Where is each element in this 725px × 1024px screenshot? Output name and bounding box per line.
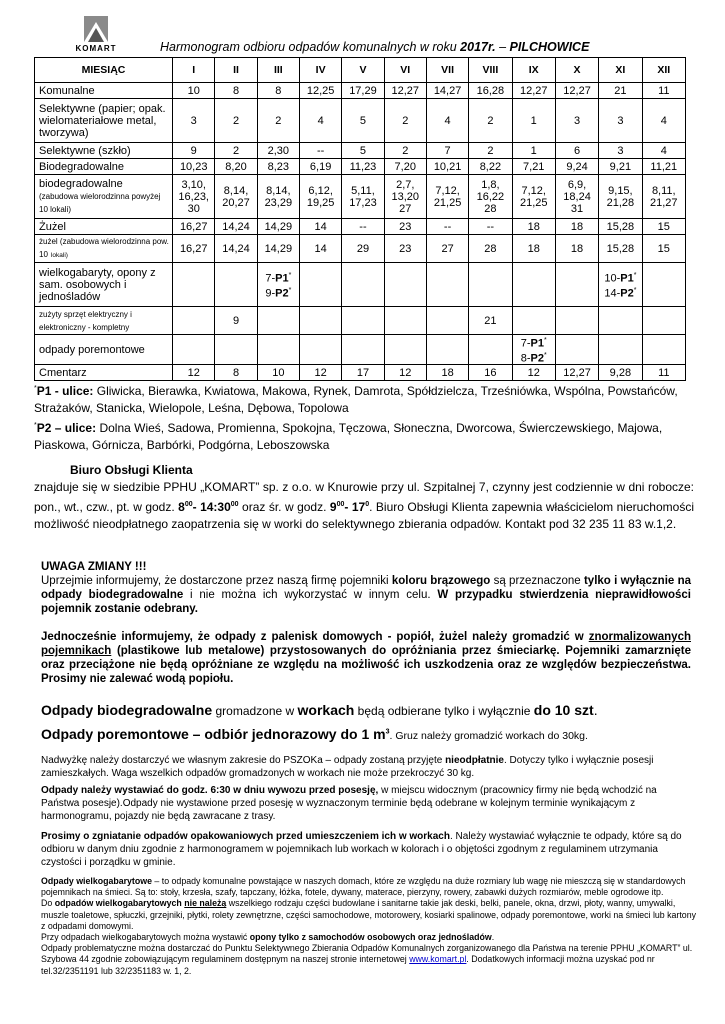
table-cell [215,335,257,365]
table-cell: 12 [384,365,426,381]
street-notes [34,380,694,454]
table-cell: 23 [384,235,426,263]
table-cell [599,307,642,335]
table-cell: 18 [512,235,555,263]
table-cell: 18 [555,235,598,263]
table-cell: 8,11, 21,27 [642,175,685,219]
table-cell: -- [299,143,341,159]
row-label: żużel (zabudowa wielorodzinna pow. 10 lokali) [35,235,173,263]
table-cell [555,335,598,365]
table-cell [342,263,384,307]
table-cell: 7-P1* 8-P2* [512,335,555,365]
bulky-waste-info: Odpady wielkogabarytowe – to odpady komunalne powstające w naszych domach, które ze względu na duże rozmiary lub wagę nie mieszczą się w standardowych pojemnikach na śmieci. Są to: stoły, krzesła, szafy, tapczany, łóżka, fotele, dywany, materace, pierzyny, rowery, zabawki dużych rozmiarów, meble ogrodowe itp. Do odpadów wielkogabarytowych nie należą wszelkiego rodzaju części budowlane i sanitarne takie jak deski, belki, panele, okna, drzwi, płoty, wanny, umywalki, muszle toaletowe, spłuczki, grzejniki, płytki, rolety zewnętrzne, części samochodowe, motorowery, kosiarki spalinowe, odpady poremontowe, worki na śmieci lub kartony z odpadami domowymi. Przy odpadach wielkogabarytowych można wystawić opony tylko z samochodów osobowych oraz jednośladów. Odpady problematyczne można dostarczać do Punktu Selektywnego Zbierania Odpadów Komunalnych zorganizowanego dla Państwa na terenie PPHU „KOMART” ul. Szybowa 44 zgodnie zobowiązującym regulaminem dostępnym na naszej stronie internetowej www.komart.pl. Dodatkowych informacji można uzyskać pod nr tel.32/2351191 lub 32/2351183 w. 1, 2. [41,876,696,976]
table-cell [512,307,555,335]
header-cell: I [173,58,215,83]
table-cell: 9,24 [555,159,598,175]
row-label: Żużel [35,219,173,235]
table-cell: 5 [342,143,384,159]
table-cell: 6 [555,143,598,159]
table-cell: 3,10, 16,23, 30 [173,175,215,219]
table-cell [384,335,426,365]
table-row [35,159,686,175]
table-cell [599,335,642,365]
table-cell: 1,8, 16,22 28 [469,175,512,219]
header-cell: IV [299,58,341,83]
header-cell: XII [642,58,685,83]
table-row [35,307,686,335]
row-label: wielkogabaryty, opony z sam. osobowych i jednośladów [35,263,173,307]
table-cell: 3 [173,99,215,143]
compress-note: Prosimy o zgniatanie odpadów opakowaniowych przed umieszczeniem ich w workach. Należy wystawiać wyłącznie te odpady, które są do odbioru w danym dniu zgodnie z harmonogramem w pojemnikach lub workach w kolorach i o objętości zgodnym z regulaminem utrzymania czystości i porządku w gminie. [41,831,682,868]
table-cell [469,263,512,307]
table-cell: 12,27 [384,83,426,99]
table-cell [173,307,215,335]
table-row [35,219,686,235]
table-cell: 14,29 [257,235,299,263]
table-cell: 12 [173,365,215,381]
table-cell: 17 [342,365,384,381]
header-cell: V [342,58,384,83]
customer-office-heading: Biuro Obsługi Klienta [70,463,193,477]
table-row [35,143,686,159]
table-cell [215,263,257,307]
table-cell: 15 [642,235,685,263]
table-cell: 8 [257,83,299,99]
table-cell: 8 [215,83,257,99]
table-cell: 7 [426,143,468,159]
table-cell: 2 [384,99,426,143]
table-cell: 6,19 [299,159,341,175]
table-cell [512,263,555,307]
table-cell [342,335,384,365]
table-cell: 10,23 [173,159,215,175]
table-cell: 7,20 [384,159,426,175]
table-cell: 2 [469,99,512,143]
table-cell: 14 [299,235,341,263]
row-label: biodegradowalne (zabudowa wielorodzinna powyżej 10 lokali) [35,175,173,219]
table-cell: 2 [469,143,512,159]
table-cell [342,307,384,335]
table-cell: -- [469,219,512,235]
table-cell: 8,14, 23,29 [257,175,299,219]
table-cell: 11 [642,365,685,381]
header-cell: XI [599,58,642,83]
table-cell: 21 [599,83,642,99]
table-cell: 14,24 [215,219,257,235]
customer-office-section [34,462,694,533]
header-cell: II [215,58,257,83]
header-cell: MIESIĄC [35,58,173,83]
table-cell: -- [426,219,468,235]
table-cell: 16,27 [173,235,215,263]
table-cell: 27 [426,235,468,263]
table-cell: 2 [215,99,257,143]
table-cell: 2 [257,99,299,143]
table-cell: 15,28 [599,219,642,235]
table-cell: 12,27 [555,365,598,381]
table-cell: 5,11, 17,23 [342,175,384,219]
table-cell: 7,12, 21,25 [426,175,468,219]
table-cell: 9,21 [599,159,642,175]
table-cell: 8,14, 20,27 [215,175,257,219]
table-cell: 1 [512,143,555,159]
row-label: odpady poremontowe [35,335,173,365]
page-title: Harmonogram odbioru odpadów komunalnych w roku 2017r. – PILCHOWICE [160,40,590,54]
table-cell [173,263,215,307]
row-label: Biodegradowalne [35,159,173,175]
table-row [35,99,686,143]
komart-logo-icon [84,16,108,42]
table-cell: 8,22 [469,159,512,175]
table-cell: 12,25 [299,83,341,99]
header-cell: VIII [469,58,512,83]
table-cell: 10-P1* 14-P2* [599,263,642,307]
table-row [35,263,686,307]
table-cell: 18 [512,219,555,235]
table-cell: 6,9, 18,24 31 [555,175,598,219]
table-header-row [35,58,686,83]
renovation-waste-line: Odpady poremontowe – odbiór jednorazowy do 1 $m^3$. Gruz należy gromadzić workach do 30kg. [41,726,588,742]
table-cell [642,263,685,307]
table-cell: 2 [215,143,257,159]
table-cell: 18 [426,365,468,381]
table-cell [299,335,341,365]
table-cell: 29 [342,235,384,263]
p2-streets: *P2 – ulice: Dolna Wieś, Sadowa, Promienna, Spokojna, Tęczowa, Słoneczna, Dworcowa, Świerczewskiego, Majowa, Piaskowa, Górnicza, Barbórki, Podgórna, Leboszowska [34,421,663,452]
table-cell: 2,7, 13,20 27 [384,175,426,219]
table-cell: 8 [215,365,257,381]
table-row [35,335,686,365]
table-cell: 3 [599,99,642,143]
header-cell: III [257,58,299,83]
table-row [35,83,686,99]
table-cell [555,307,598,335]
table-cell [299,307,341,335]
table-cell: 10 [173,83,215,99]
table-row [35,365,686,381]
row-label: Komunalne [35,83,173,99]
table-cell: 16,28 [469,83,512,99]
header-cell: IX [512,58,555,83]
table-cell [642,335,685,365]
table-cell: 10 [257,365,299,381]
table-cell: 4 [299,99,341,143]
header-cell: VI [384,58,426,83]
changes-notice [41,560,691,616]
komart-website-link[interactable]: www.komart.pl [409,954,467,965]
table-cell: -- [342,219,384,235]
table-cell: 3 [599,143,642,159]
row-label: Cmentarz [35,365,173,381]
table-cell [426,307,468,335]
changes-text: Uprzejmie informujemy, że dostarczone przez naszą firmę pojemniki koloru brązowego są przeznaczone tylko i wyłącznie na odpady biodegradowalne i nie można ich wykorzystać w innym celu. W przypadku stwierdzenia nieprawidłowości pojemnik zostanie odebrany. [41,575,692,615]
bio-waste-line: Odpady biodegradowalne gromadzone w workach będą odbierane tylko i wyłącznie do 10 szt. [41,702,598,718]
ash-notice: Jednocześnie informujemy, że odpady z palenisk domowych - popiół, żużel należy gromadzić w znormalizowanych pojemnikach (plastikowe lub metalowe) przystosowanych do opróżniania przez śmieciarkę. Pojemniki zamarznięte oraz przeciążone nie będą opróżniane ze względu na możliwość ich uszkodzenia oraz ze względów bezpieczeństwa. Prosimy nie zalewać wodą popiołu. [41,631,691,685]
table-cell: 14,24 [215,235,257,263]
table-cell: 14,27 [426,83,468,99]
table-cell: 9,28 [599,365,642,381]
table-cell: 4 [426,99,468,143]
put-out-note: Odpady należy wystawiać do godz. 6:30 w dniu wywozu przed posesję, w miejscu widocznym (pracownicy firmy nie będą wchodzić na Państwa posesje).Odpady nie wystawione przed posesję w wyznaczonym terminie będą odebrane w kolejnym terminie wynikającym z harmonogramu, pojazdy nie będą zawracane z trasy. [41,785,657,822]
table-cell: 10,21 [426,159,468,175]
schedule-table [34,57,686,381]
table-cell [173,335,215,365]
table-cell: 28 [469,235,512,263]
table-cell [384,307,426,335]
table-cell [257,335,299,365]
table-cell: 14,29 [257,219,299,235]
logo-text: KOMART [75,44,117,53]
table-cell: 5 [342,99,384,143]
table-cell [426,335,468,365]
p1-streets: *P1 - ulice: Gliwicka, Bierawka, Kwiatowa, Makowa, Rynek, Damrota, Spółdzielcza, Trześniówka, Wspólna, Powstańców, Strażaków, Stanicka, Wielopole, Leśna, Dębowa, Topolowa [34,384,678,415]
header-cell: VII [426,58,468,83]
row-label: Selektywne (szkło) [35,143,173,159]
table-cell: 6,12, 19,25 [299,175,341,219]
table-cell: 1 [512,99,555,143]
table-cell: 11 [642,83,685,99]
table-cell: 9 [173,143,215,159]
table-cell: 16 [469,365,512,381]
table-cell: 15,28 [599,235,642,263]
table-cell: 21 [469,307,512,335]
table-cell [299,263,341,307]
table-cell: 15 [642,219,685,235]
table-cell: 9 [215,307,257,335]
table-cell: 4 [642,143,685,159]
table-cell: 11,21 [642,159,685,175]
table-cell: 17,29 [342,83,384,99]
table-cell [426,263,468,307]
table-row [35,235,686,263]
table-cell: 7,21 [512,159,555,175]
table-cell: 7-P1* 9-P2* [257,263,299,307]
table-cell: 4 [642,99,685,143]
table-cell: 8,23 [257,159,299,175]
table-cell: 12 [512,365,555,381]
table-cell: 9,15, 21,28 [599,175,642,219]
table-cell: 7,12, 21,25 [512,175,555,219]
row-label: zużyty sprzęt elektryczny i elektroniczny - kompletny [35,307,173,335]
customer-office-text: znajduje się w siedzibie PPHU „KOMART” sp. z o.o. w Knurowie przy ul. Szpitalnej 7, czynny jest codziennie w dni robocze: pon., wt., czw., pt. w godz. $8^{00}-$ $14:30^{00}$ oraz śr. w godz. $9^{00}-$ $17^0$. Biuro Obsługi Klienta zapewnia właścicielom nieruchomości możliwość nieodpłatnego zaopatrzenia się w worki do selektywnego zbierania odpadów. Kontakt pod 32 235 11 83 w.1,2. [34,480,694,531]
table-row [35,175,686,219]
table-cell: 18 [555,219,598,235]
table-cell: 3 [555,99,598,143]
table-cell: 14 [299,219,341,235]
table-cell [469,335,512,365]
table-cell [555,263,598,307]
company-logo [67,16,125,54]
table-cell: 12,27 [555,83,598,99]
row-label: Selektywne (papier; opak. wielomateriałowe metal, tworzywa) [35,99,173,143]
table-cell: 23 [384,219,426,235]
table-cell: 2,30 [257,143,299,159]
table-cell [642,307,685,335]
table-cell: 2 [384,143,426,159]
table-cell [384,263,426,307]
table-cell: 16,27 [173,219,215,235]
table-cell: 12,27 [512,83,555,99]
table-cell: 11,23 [342,159,384,175]
table-cell [257,307,299,335]
table-cell: 12 [299,365,341,381]
surplus-note: Nadwyżkę należy dostarczyć we własnym zakresie do PSZOKa – odpady zostaną przyjęte nieodpłatnie. Dotyczy tylko i wyłącznie posesji zamieszkałych. Waga wszelkich odpadów gromadzonych w workach nie może przekroczyć 30 kg. [41,755,654,779]
changes-heading: UWAGA ZMIANY !!! [41,561,147,573]
header-cell: X [555,58,598,83]
table-cell: 8,20 [215,159,257,175]
